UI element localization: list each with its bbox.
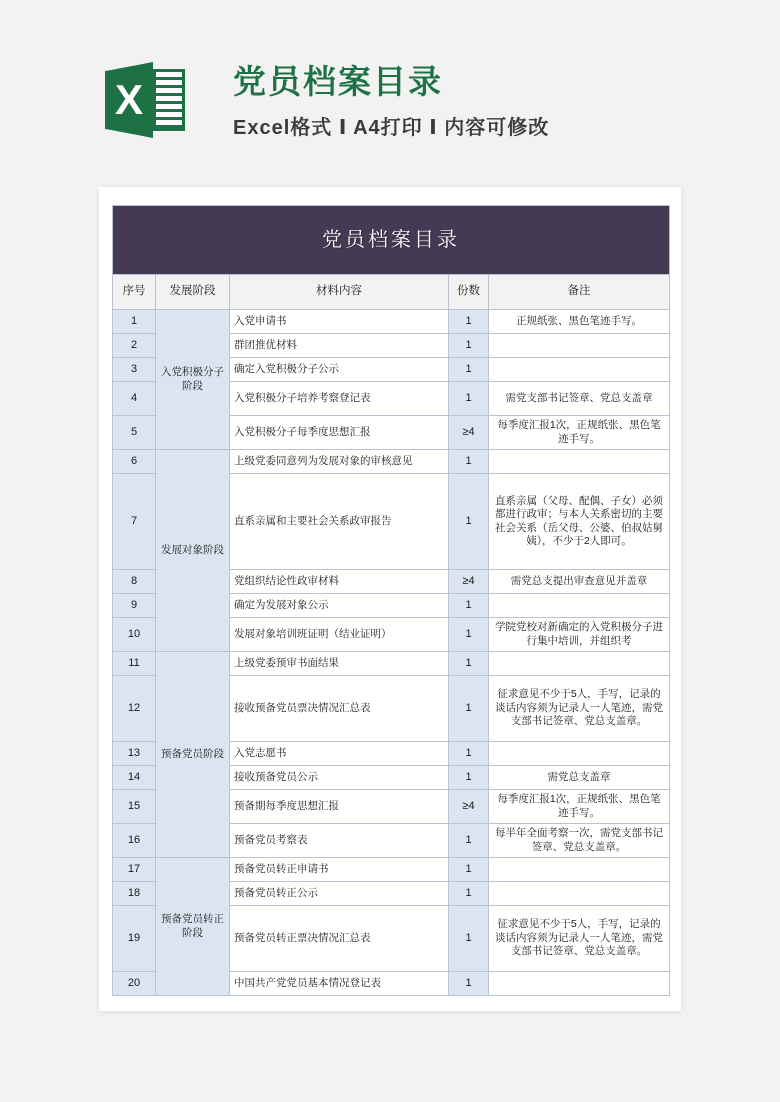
cell-remark: 正规纸张、黑色笔迹手写。 bbox=[489, 310, 670, 334]
table-header-row bbox=[113, 275, 670, 310]
cell-count: 1 bbox=[449, 618, 489, 652]
cell-remark: 征求意见不少于5人，手写，记录的谈话内容须为记录人一人笔迹，需党支部书记签章、党总支盖章。 bbox=[489, 906, 670, 972]
col-header-remark: 备注 bbox=[489, 275, 670, 310]
page-title: 党员档案目录 bbox=[233, 63, 443, 100]
cell-no: 16 bbox=[113, 824, 156, 858]
cell-material: 预备党员考察表 bbox=[230, 824, 449, 858]
sheet-row bbox=[156, 72, 182, 77]
page-banner bbox=[0, 0, 780, 175]
document-card bbox=[99, 187, 681, 1011]
cell-material: 直系亲属和主要社会关系政审报告 bbox=[230, 474, 449, 570]
cell-no: 9 bbox=[113, 594, 156, 618]
table-title-row bbox=[113, 206, 670, 275]
cell-no: 12 bbox=[113, 676, 156, 742]
table-row bbox=[113, 652, 670, 676]
cell-count: 1 bbox=[449, 972, 489, 996]
cell-count: 1 bbox=[449, 742, 489, 766]
cell-no: 17 bbox=[113, 858, 156, 882]
sheet-row bbox=[156, 88, 182, 93]
spreadsheet-area bbox=[112, 205, 669, 996]
col-header-count: 份数 bbox=[449, 275, 489, 310]
sheet-row bbox=[156, 104, 182, 109]
col-header-stage: 发展阶段 bbox=[156, 275, 230, 310]
cell-remark: 需党总支提出审查意见并盖章 bbox=[489, 570, 670, 594]
cell-count: 1 bbox=[449, 824, 489, 858]
cell-no: 2 bbox=[113, 334, 156, 358]
cell-material: 预备党员转正申请书 bbox=[230, 858, 449, 882]
cell-count: 1 bbox=[449, 766, 489, 790]
cell-remark: 每半年全面考察一次，需党支部书记签章、党总支盖章。 bbox=[489, 824, 670, 858]
cell-remark bbox=[489, 334, 670, 358]
cell-material: 预备党员转正票决情况汇总表 bbox=[230, 906, 449, 972]
cell-count: 1 bbox=[449, 594, 489, 618]
cell-no: 1 bbox=[113, 310, 156, 334]
cell-count: ≥4 bbox=[449, 790, 489, 824]
sheet-row bbox=[156, 112, 182, 117]
cell-remark bbox=[489, 972, 670, 996]
cell-material: 入党志愿书 bbox=[230, 742, 449, 766]
excel-icon-sheet bbox=[153, 69, 185, 131]
cell-count: 1 bbox=[449, 382, 489, 416]
cell-material: 群团推优材料 bbox=[230, 334, 449, 358]
cell-no: 11 bbox=[113, 652, 156, 676]
cell-no: 18 bbox=[113, 882, 156, 906]
cell-no: 13 bbox=[113, 742, 156, 766]
banner-text-block bbox=[233, 58, 549, 144]
cell-no: 7 bbox=[113, 474, 156, 570]
cell-remark: 需党总支盖章 bbox=[489, 766, 670, 790]
sheet-row bbox=[156, 96, 182, 101]
col-header-no: 序号 bbox=[113, 275, 156, 310]
cell-count: 1 bbox=[449, 676, 489, 742]
excel-icon-letter: X bbox=[114, 76, 143, 123]
cell-no: 8 bbox=[113, 570, 156, 594]
cell-no: 15 bbox=[113, 790, 156, 824]
cell-stage: 入党积极分子阶段 bbox=[156, 310, 230, 450]
cell-stage: 发展对象阶段 bbox=[156, 450, 230, 652]
cell-count: 1 bbox=[449, 906, 489, 972]
cell-stage: 预备党员转正阶段 bbox=[156, 858, 230, 996]
sheet-row bbox=[156, 120, 182, 125]
cell-material: 预备期每季度思想汇报 bbox=[230, 790, 449, 824]
cell-material: 入党积极分子培养考察登记表 bbox=[230, 382, 449, 416]
cell-remark bbox=[489, 358, 670, 382]
cell-count: 1 bbox=[449, 310, 489, 334]
cell-material: 接收预备党员票决情况汇总表 bbox=[230, 676, 449, 742]
cell-remark: 学院党校对新确定的入党积极分子进行集中培训，并组织考 bbox=[489, 618, 670, 652]
excel-file-icon bbox=[105, 58, 185, 142]
sheet-row bbox=[156, 80, 182, 85]
banner-content bbox=[105, 58, 549, 144]
archive-catalog-table bbox=[112, 205, 670, 996]
cell-material: 预备党员转正公示 bbox=[230, 882, 449, 906]
cell-material: 确定入党积极分子公示 bbox=[230, 358, 449, 382]
cell-remark bbox=[489, 450, 670, 474]
cell-remark bbox=[489, 882, 670, 906]
cell-no: 5 bbox=[113, 416, 156, 450]
cell-count: 1 bbox=[449, 358, 489, 382]
cell-material: 上级党委预审书面结果 bbox=[230, 652, 449, 676]
cell-count: ≥4 bbox=[449, 416, 489, 450]
cell-no: 6 bbox=[113, 450, 156, 474]
cell-no: 3 bbox=[113, 358, 156, 382]
cell-no: 10 bbox=[113, 618, 156, 652]
cell-count: 1 bbox=[449, 474, 489, 570]
cell-material: 上级党委同意列为发展对象的审核意见 bbox=[230, 450, 449, 474]
cell-remark bbox=[489, 858, 670, 882]
cell-count: ≥4 bbox=[449, 570, 489, 594]
cell-count: 1 bbox=[449, 652, 489, 676]
cell-remark bbox=[489, 652, 670, 676]
cell-material: 发展对象培训班证明（结业证明） bbox=[230, 618, 449, 652]
cell-no: 4 bbox=[113, 382, 156, 416]
cell-stage: 预备党员阶段 bbox=[156, 652, 230, 858]
cell-material: 确定为发展对象公示 bbox=[230, 594, 449, 618]
page-subtitle: Excel格式 Ⅰ A4打印 Ⅰ 内容可修改 bbox=[233, 117, 550, 139]
cell-count: 1 bbox=[449, 334, 489, 358]
cell-remark: 直系亲属（父母、配偶、子女）必须都进行政审；与本人关系密切的主要社会关系（岳父母、公婆、伯叔姑舅姨），不少于2人即可。 bbox=[489, 474, 670, 570]
table-row bbox=[113, 450, 670, 474]
cell-material: 入党积极分子每季度思想汇报 bbox=[230, 416, 449, 450]
cell-remark: 征求意见不少于5人，手写，记录的谈话内容须为记录人一人笔迹，需党支部书记签章、党总支盖章。 bbox=[489, 676, 670, 742]
table-title: 党员档案目录 bbox=[113, 206, 670, 275]
cell-no: 19 bbox=[113, 906, 156, 972]
cell-remark bbox=[489, 594, 670, 618]
cell-material: 中国共产党党员基本情况登记表 bbox=[230, 972, 449, 996]
col-header-material: 材料内容 bbox=[230, 275, 449, 310]
cell-count: 1 bbox=[449, 450, 489, 474]
cell-count: 1 bbox=[449, 882, 489, 906]
cell-remark: 需党支部书记签章、党总支盖章 bbox=[489, 382, 670, 416]
cell-material: 接收预备党员公示 bbox=[230, 766, 449, 790]
cell-remark: 每季度汇报1次，正规纸张、黑色笔迹手写。 bbox=[489, 790, 670, 824]
cell-material: 党组织结论性政审材料 bbox=[230, 570, 449, 594]
cell-remark bbox=[489, 742, 670, 766]
cell-no: 20 bbox=[113, 972, 156, 996]
table-body bbox=[113, 206, 670, 996]
table-row bbox=[113, 310, 670, 334]
cell-count: 1 bbox=[449, 858, 489, 882]
cell-no: 14 bbox=[113, 766, 156, 790]
cell-remark: 每季度汇报1次，正规纸张、黑色笔迹手写。 bbox=[489, 416, 670, 450]
table-row bbox=[113, 858, 670, 882]
cell-material: 入党申请书 bbox=[230, 310, 449, 334]
